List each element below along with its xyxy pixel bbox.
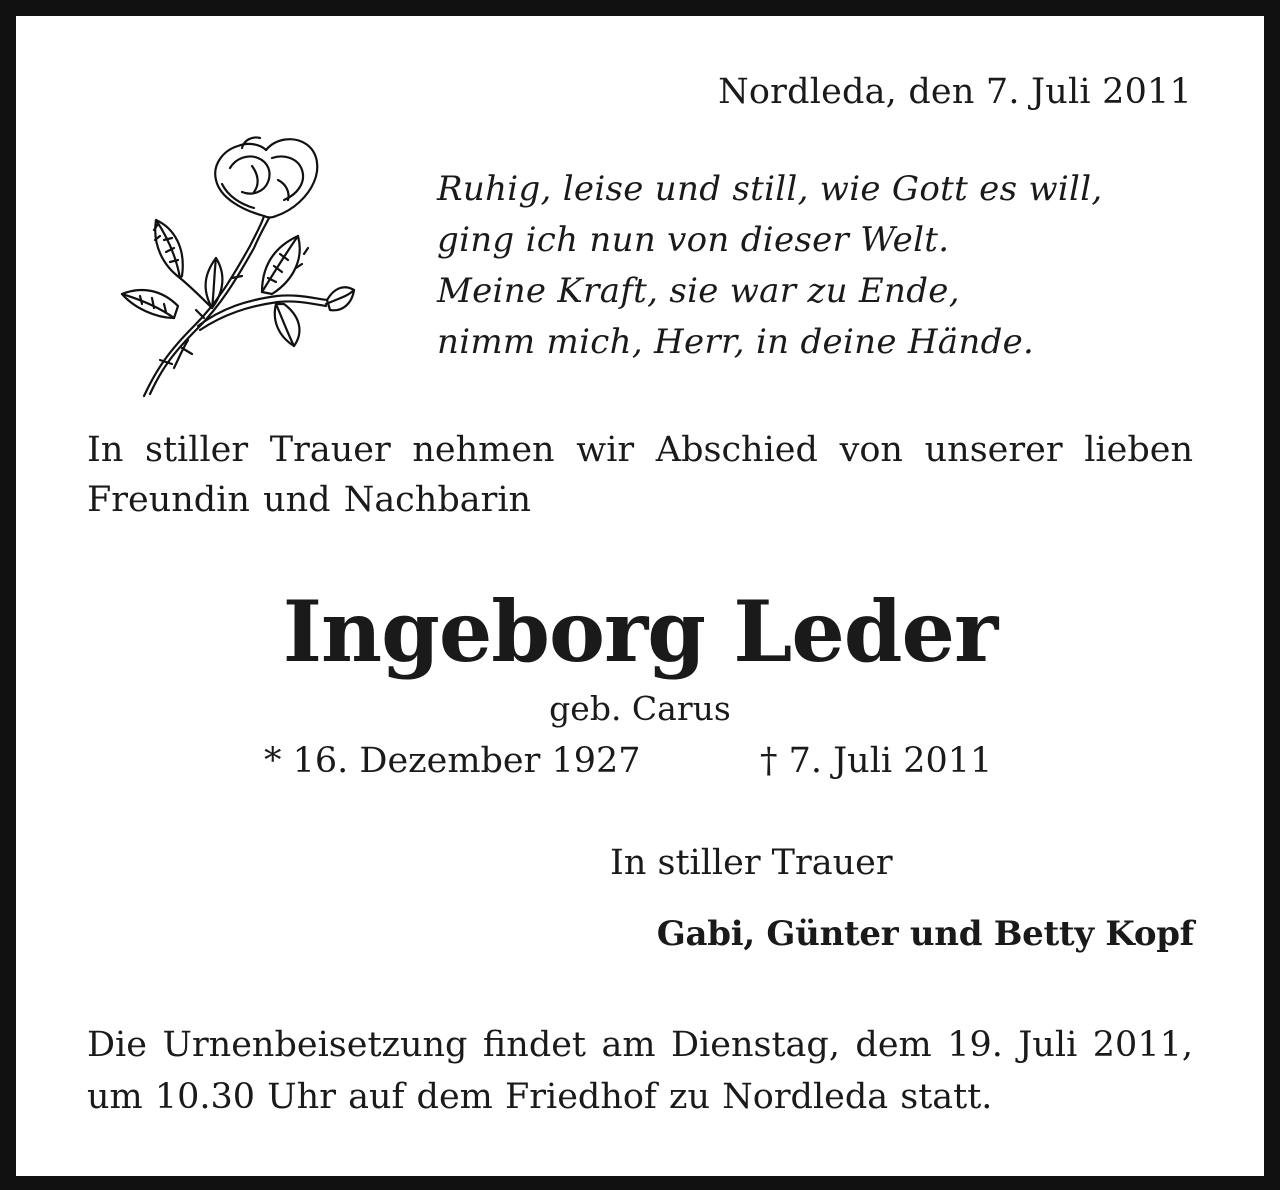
deceased-name: Ingeborg Leder — [282, 582, 998, 681]
mourners-names: Gabi, Günter und Betty Kopf — [656, 914, 1194, 954]
poem-line: nimm mich, Herr, in deine Hände. — [437, 322, 1035, 362]
poem-line: ging ich nun von dieser Welt. — [437, 220, 950, 260]
mourning-label: In stiller Trauer — [610, 843, 893, 883]
birth-date: * 16. Dezember 1927 — [264, 741, 641, 781]
poem-line: Ruhig, leise und still, wie Gott es will, — [437, 169, 1103, 209]
burial-notice: Die Urnenbeisetzung findet am Dienstag, dem 19. Juli 2011, um 10.30 Uhr auf dem Friedhof zu Nordleda statt. — [87, 1025, 1193, 1117]
poem-line: Meine Kraft, sie war zu Ende, — [437, 271, 960, 311]
place-and-date: Nordleda, den 7. Juli 2011 — [718, 72, 1192, 112]
intro-text: In stiller Trauer nehmen wir Abschied von unserer lieben Freundin und Nachbarin — [87, 430, 1193, 520]
maiden-name: geb. Carus — [549, 689, 731, 728]
poem — [437, 164, 1103, 368]
rose-icon — [112, 128, 360, 403]
death-date: † 7. Juli 2011 — [760, 741, 993, 781]
